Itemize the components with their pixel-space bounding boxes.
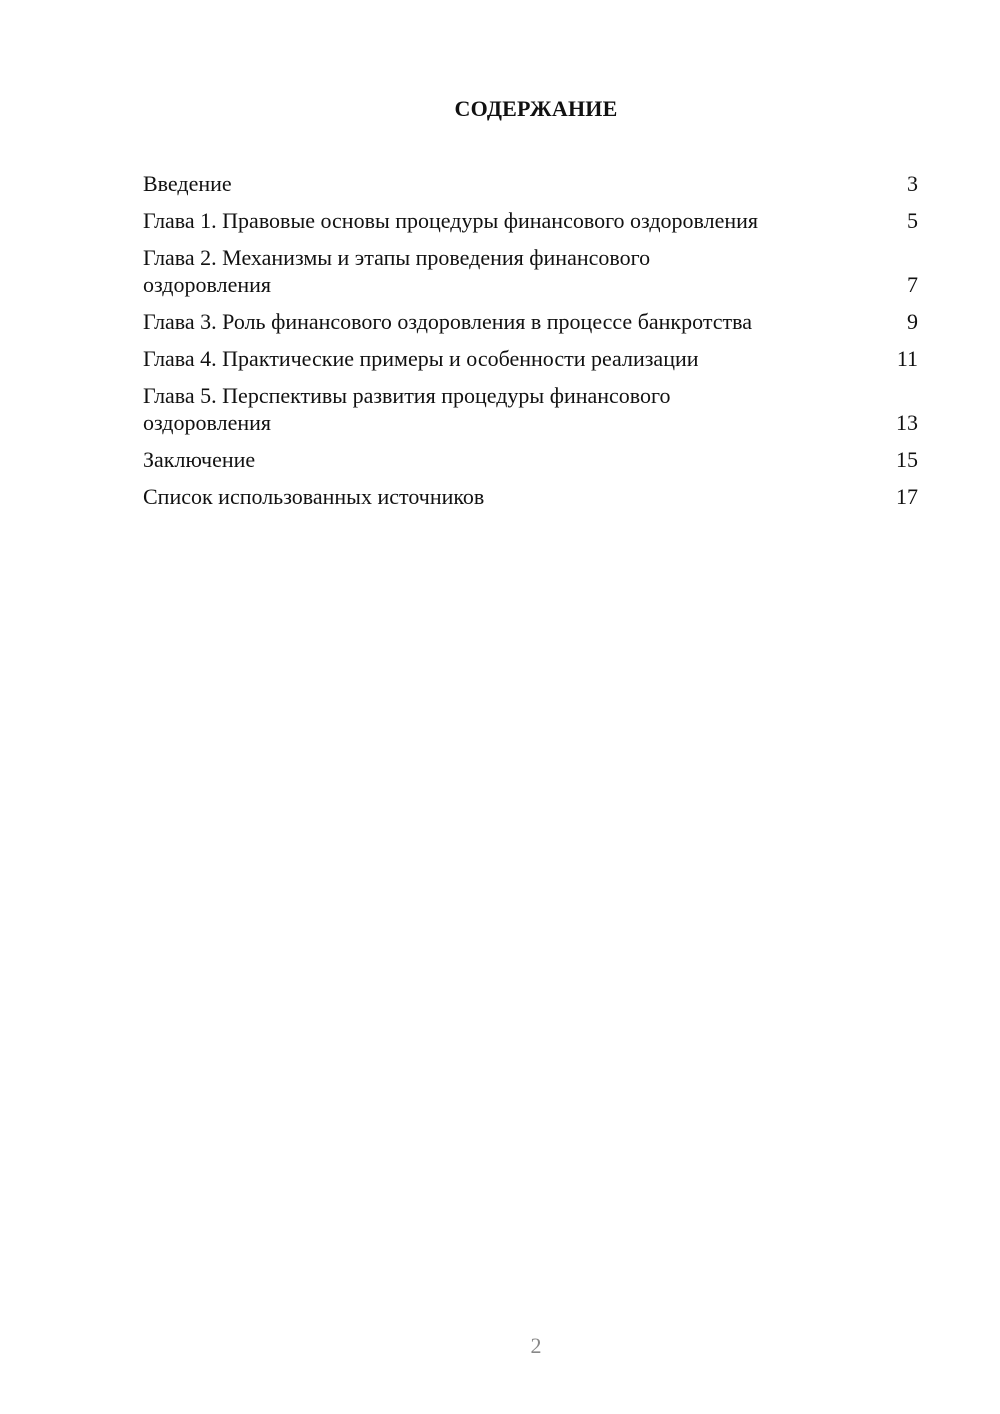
toc-entry-text: Заключение: [143, 447, 256, 472]
toc-entry-page: 3: [907, 171, 918, 196]
toc-entry-text: Глава 5. Перспективы развития процедуры финансового оздоровления: [143, 383, 671, 435]
toc-entry-introduction[interactable]: [143, 170, 918, 197]
toc-entry-references[interactable]: [143, 483, 918, 510]
toc-entry-page: 17: [896, 484, 918, 509]
toc-entry-chapter-5[interactable]: [143, 382, 918, 436]
toc-entry-text: Глава 1. Правовые основы процедуры финансового оздоровления: [143, 208, 759, 233]
table-of-contents: [143, 170, 918, 520]
toc-entry-text: Глава 2. Механизмы и этапы проведения финансового оздоровления: [143, 245, 651, 297]
toc-entry-text: Список использованных источников: [143, 484, 485, 509]
toc-entry-page: 9: [907, 309, 918, 334]
toc-entry-text: Введение: [143, 171, 232, 196]
toc-entry-text: Глава 4. Практические примеры и особенности реализации: [143, 346, 699, 371]
toc-entry-page: 7: [907, 272, 918, 297]
toc-entry-chapter-2[interactable]: [143, 244, 918, 298]
page-number: 2: [530, 1333, 542, 1358]
toc-entry-chapter-3[interactable]: [143, 308, 918, 335]
toc-entry-chapter-1[interactable]: [143, 207, 918, 234]
toc-entry-chapter-4[interactable]: [143, 345, 918, 372]
toc-entry-conclusion[interactable]: [143, 446, 918, 473]
toc-entry-page: 11: [896, 346, 918, 371]
toc-entry-page: 15: [896, 447, 918, 472]
toc-title: СОДЕРЖАНИЕ: [454, 96, 618, 121]
toc-entry-text: Глава 3. Роль финансового оздоровления в процессе банкротства: [143, 309, 752, 334]
toc-entry-page: 5: [907, 208, 918, 233]
toc-entry-page: 13: [896, 410, 918, 435]
